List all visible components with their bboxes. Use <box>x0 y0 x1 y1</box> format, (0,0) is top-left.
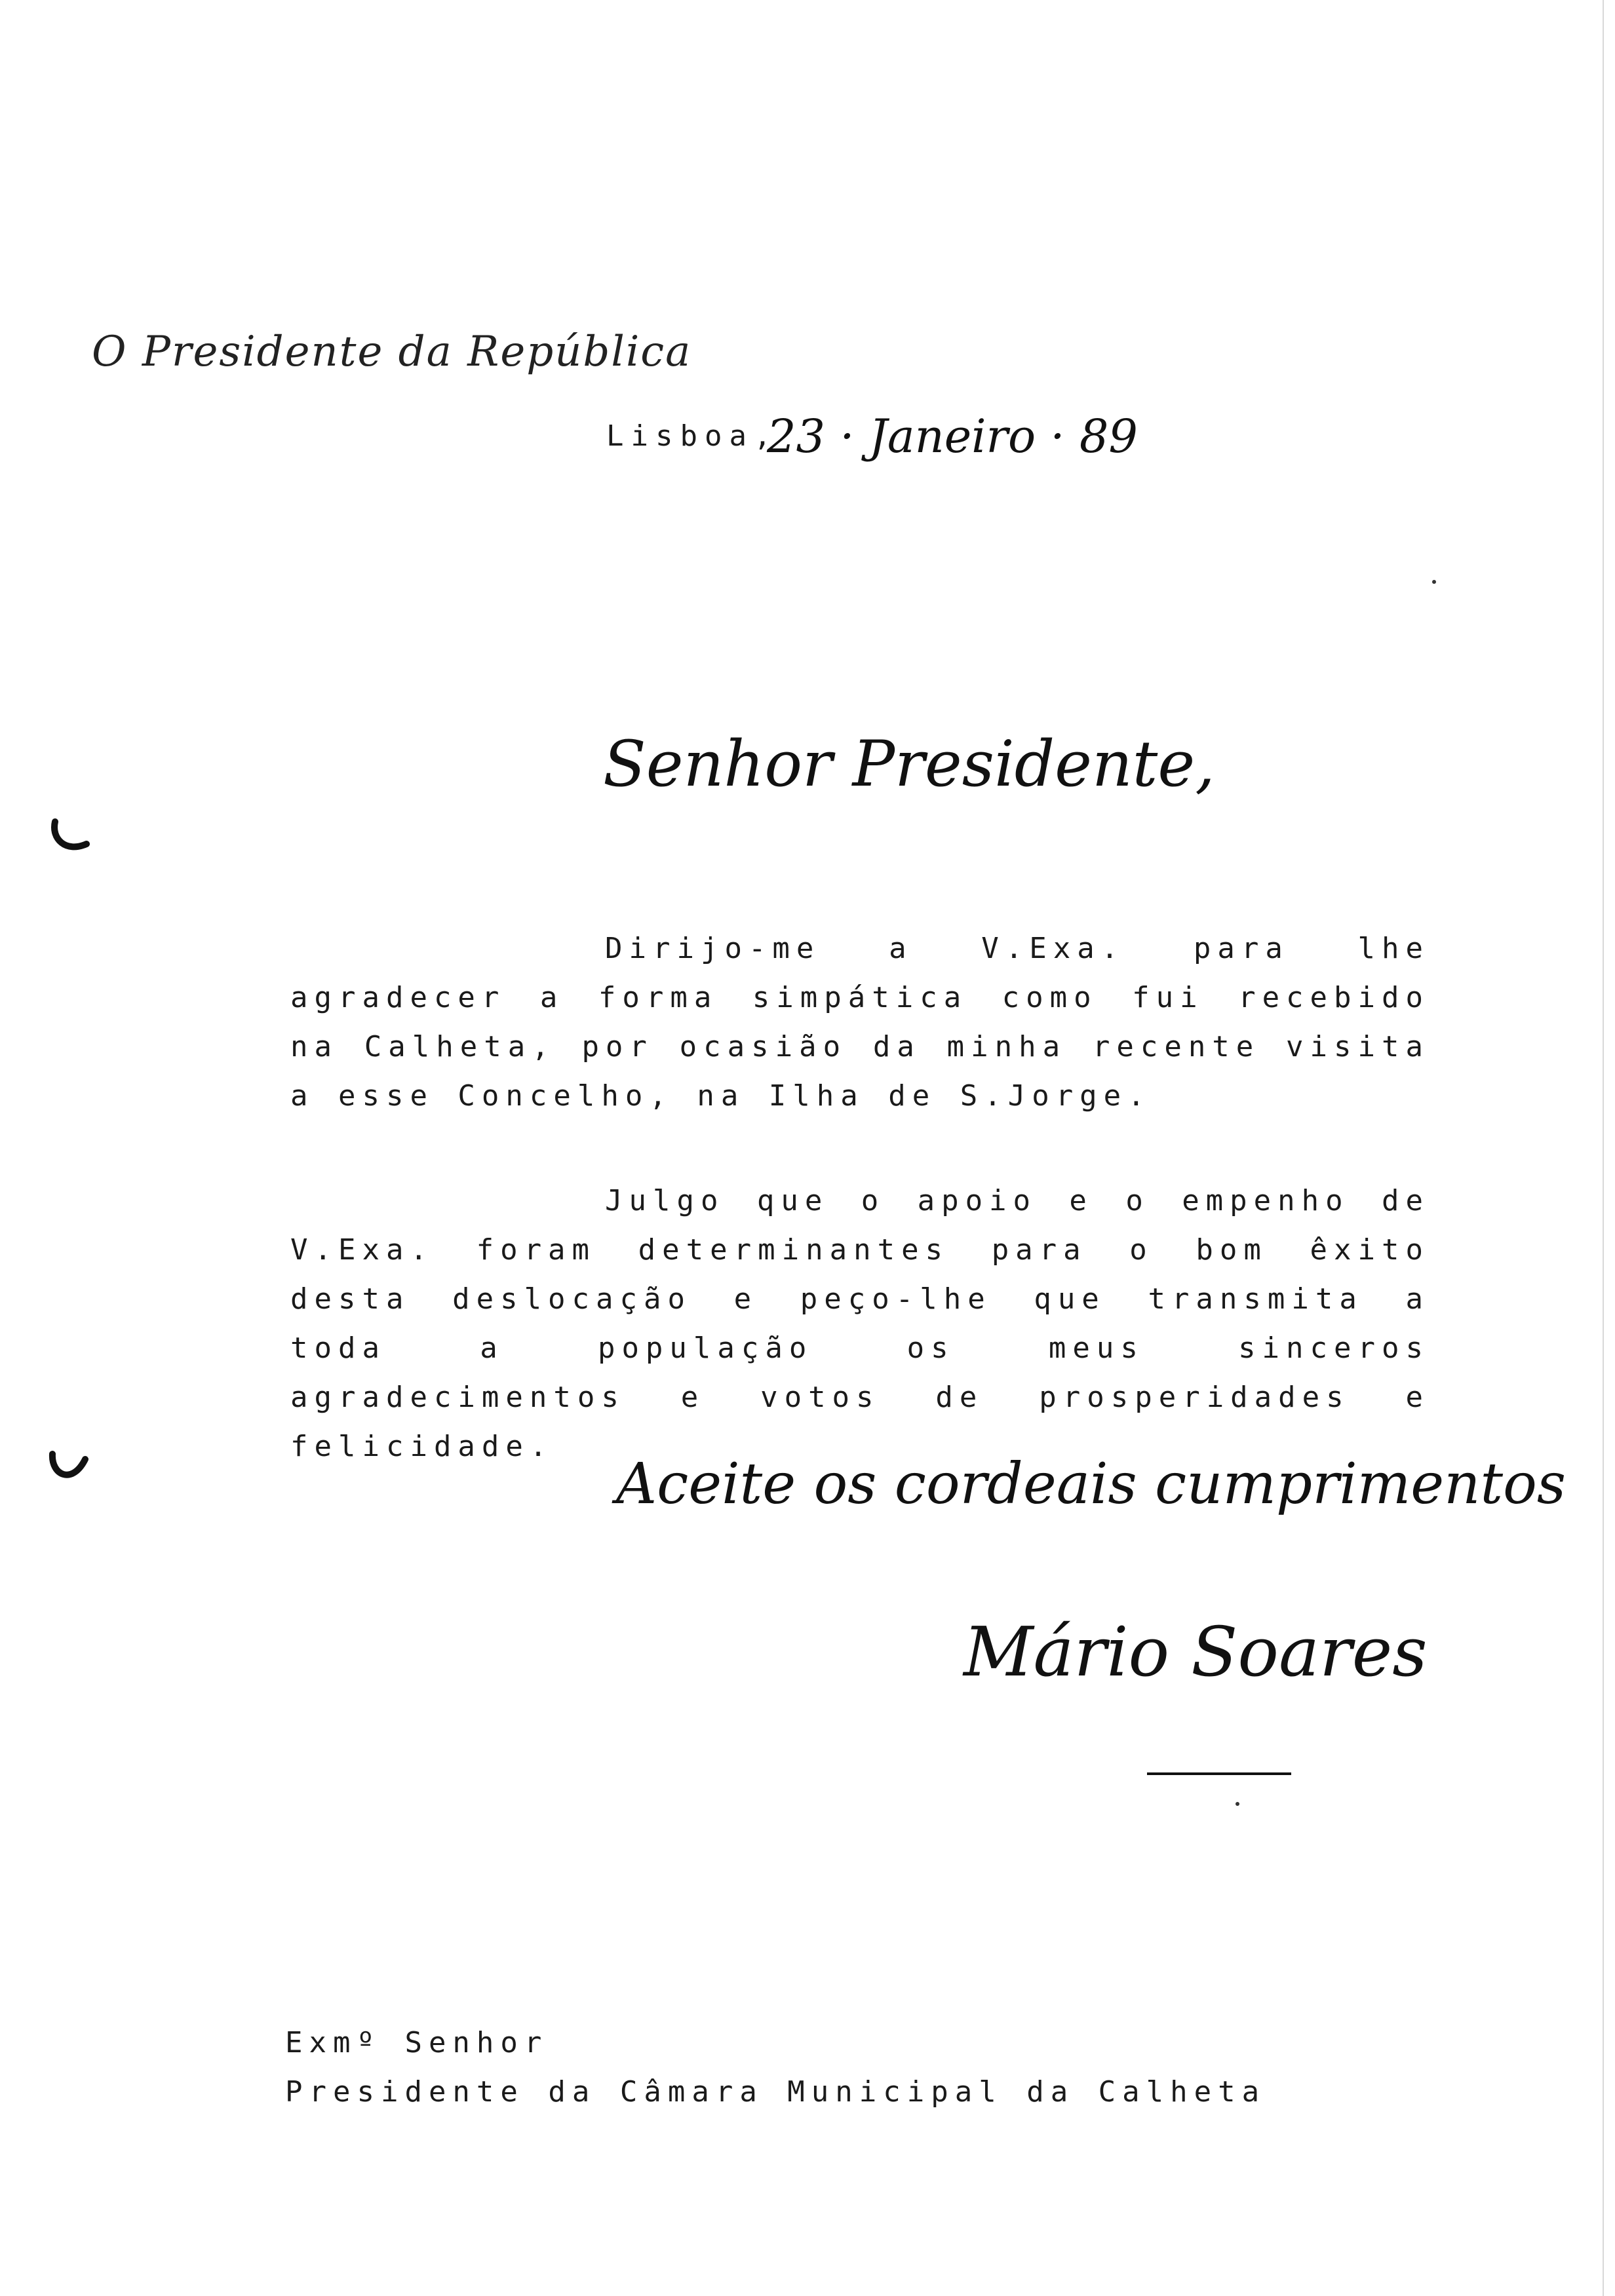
body-paragraph-2 <box>290 1176 1430 1471</box>
signature: Mário Soares <box>963 1612 1428 1692</box>
punch-hole-bottom-icon <box>46 1445 92 1491</box>
paper-speck <box>1236 1802 1239 1806</box>
salutation: Senhor Presidente, <box>603 727 1215 801</box>
letterhead: O Presidente da República <box>92 328 692 376</box>
recipient-block <box>285 2018 1266 2116</box>
handwritten-date: 23 · Janeiro · 89 <box>767 410 1138 463</box>
punch-hole-top-icon <box>46 813 92 858</box>
handwritten-closing: Aceite os cordeais cumprimentos <box>616 1451 1566 1517</box>
page-edge-line <box>1603 0 1604 2296</box>
signature-underline <box>1147 1772 1291 1775</box>
recipient-line-2: Presidente da Câmara Municipal da Calheta <box>285 2075 1266 2109</box>
dateline <box>606 419 778 453</box>
recipient-line-1: Exmº Senhor <box>285 2026 549 2059</box>
paragraph-1-text: Dirijo-me a V.Exa. para lhe agradecer a forma simpática como fui recebido na Calheta, por ocasião da minha recente visita a esse Concelho, na Ilha de S.Jorge. <box>290 932 1430 1113</box>
paragraph-2-text: Julgo que o apoio e o empenho de V.Exa. foram determinantes para o bom êxito desta deslocação e peço-lhe que transmita a toda a população os meus sinceros agradecimentos e votos de prosperidades e felicidade. <box>290 1184 1430 1463</box>
body-paragraph-1 <box>290 924 1430 1120</box>
date-city: Lisboa, <box>606 419 779 453</box>
paper-speck <box>1432 580 1436 584</box>
